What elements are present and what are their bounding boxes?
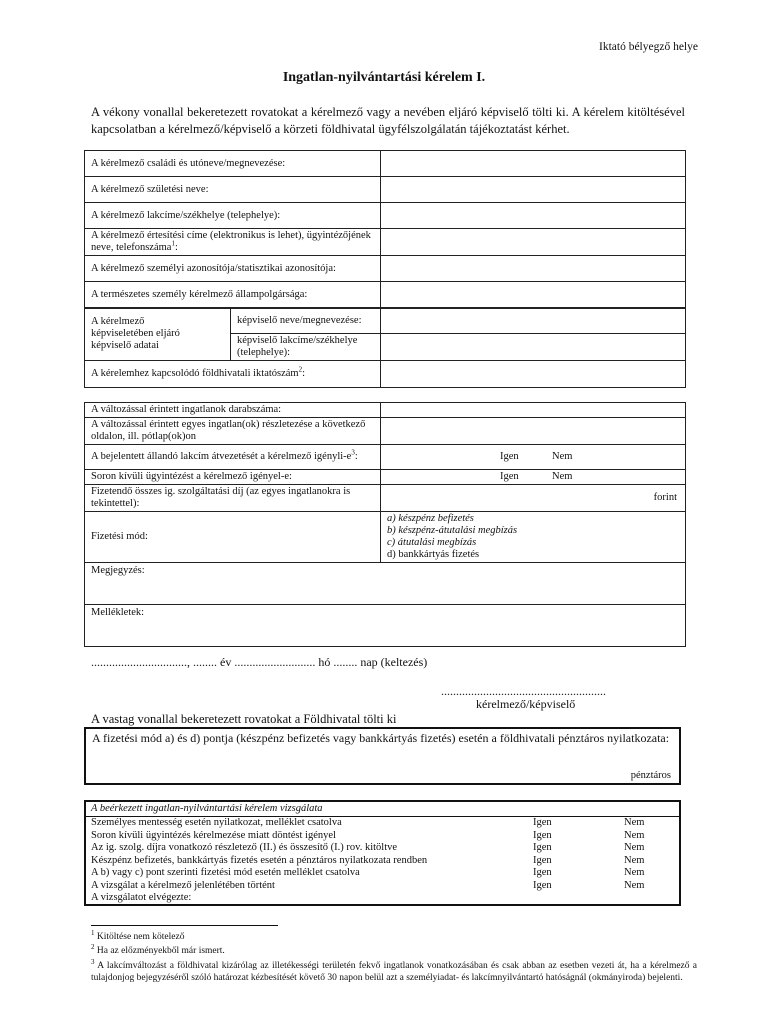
filing-number-field[interactable] <box>381 361 686 388</box>
address-field[interactable] <box>381 203 686 229</box>
no-option[interactable]: Nem <box>624 879 645 891</box>
property-table <box>84 402 686 647</box>
field-label: Mellékletek: <box>91 607 145 618</box>
rep-name-field[interactable] <box>381 308 686 334</box>
date-line[interactable]: ................................, ........ év ........................... hó ........ nap (keltezés) <box>91 655 428 669</box>
signature-label: kérelmező/képviselő <box>476 697 576 711</box>
field-label: A kérelmező családi és utóneve/megnevezése: <box>85 151 381 177</box>
id-number-field[interactable] <box>381 256 686 282</box>
yes-option[interactable]: Igen <box>533 879 552 891</box>
payment-options[interactable] <box>381 512 686 563</box>
field-label: Fizetendő összes ig. szolgáltatási díj (az egyes ingatlanokra is tekintettel): <box>85 485 381 512</box>
contact-field[interactable] <box>381 229 686 256</box>
property-count-field[interactable] <box>381 403 686 418</box>
yes-option[interactable]: Igen <box>533 829 552 841</box>
review-box <box>84 800 681 906</box>
no-option[interactable]: Nem <box>624 867 645 878</box>
residence-choice[interactable] <box>381 445 686 470</box>
payment-option[interactable]: a) készpénz befizetés <box>387 513 474 524</box>
field-label: A természetes személy kérelmező állampolgársága: <box>85 282 381 309</box>
office-note: A vastag vonallal bekeretezett rovatokat a Földhivatal tölti ki <box>91 712 397 726</box>
attachments-field[interactable] <box>85 605 686 647</box>
no-option[interactable]: Nem <box>624 829 645 841</box>
field-label: Fizetési mód: <box>85 512 381 563</box>
review-row: Készpénz befizetés, bankkártyás fizetés esetén a pénztáros nyilatkozata rendben Igen Nem <box>91 854 645 866</box>
review-title: A beérkezett ingatlan-nyilvántartási kérelem vizsgálata <box>86 802 679 817</box>
cashier-signature: pénztáros <box>630 770 671 781</box>
review-row: A vizsgálatot elvégezte: <box>91 892 192 903</box>
no-option[interactable]: Nem <box>624 854 645 866</box>
review-row: A vizsgálat a kérelmező jelenlétében történt Igen Nem <box>91 879 645 891</box>
field-label: A változással érintett egyes ingatlan(ok) részletezése a következő oldalon, ill. pótlap(ok)on <box>85 418 381 445</box>
cashier-box <box>84 727 681 785</box>
express-choice[interactable] <box>381 470 686 485</box>
signature-line[interactable]: ....................................................... <box>441 684 606 698</box>
applicant-name-field[interactable] <box>381 151 686 177</box>
yes-option[interactable]: Igen <box>500 471 519 482</box>
payment-option[interactable]: d) bankkártyás fizetés <box>387 549 480 560</box>
no-option[interactable]: Nem <box>552 471 573 482</box>
footnote-divider <box>91 925 278 926</box>
remarks-field[interactable] <box>85 563 686 605</box>
field-label: A bejelentett állandó lakcím átvezetését a kérelmező igényli-$e^3$: <box>85 445 381 470</box>
no-option[interactable]: Nem <box>624 817 645 828</box>
representative-table <box>84 307 686 388</box>
cashier-statement: A fizetési mód a) és d) pontja (készpénz befizetés vagy bankkártyás fizetés) esetén a földhivatali pénztáros nyilatkozata: <box>92 731 670 745</box>
review-row: Soron kívüli ügyintézés kérelmezése miatt döntést igényel Igen Nem <box>91 829 645 841</box>
stamp-placeholder: Iktató bélyegző helye <box>599 41 698 53</box>
details-field[interactable] <box>381 418 686 445</box>
yes-option[interactable]: Igen <box>533 854 552 866</box>
review-row: Személyes mentesség esetén nyilatkozat, melléklet csatolva Igen Nem <box>91 817 645 828</box>
field-label: Soron kívüli ügyintézést a kérelmező igényel-e: <box>85 470 381 485</box>
footnote: $^2$ Ha az előzményekből már ismert. <box>91 942 225 956</box>
yes-option[interactable]: Igen <box>533 817 552 828</box>
footnote: $^3$ A lakcímváltozást a földhivatal kizárólag az illetékességi területén fekvő ingatlanok vonatkozásában és csak abban az esetben vezeti át, ha a kérelmező a tulajdonjog bejegyzéséről szóló határozat kézbesítését követő 30 napon belül azt a személyiadat- és lakcímnyilvántartó hatóságnál (okmányiroda) bejelenti. <box>91 957 698 983</box>
applicant-table <box>84 150 686 309</box>
birth-name-field[interactable] <box>381 177 686 203</box>
yes-option[interactable]: Igen <box>533 842 552 853</box>
field-label: Megjegyzés: <box>91 565 145 576</box>
payment-option[interactable]: c) átutalási megbízás <box>387 537 477 548</box>
review-row: Az ig. szolg. díjra vonatkozó részletező (II.) és összesítő (I.) rov. kitöltve Igen Nem <box>91 842 645 853</box>
field-label: A kérelmező értesítési címe (elektronikus is lehet), ügyintézőjének neve, telefonszáma$^1$: <box>85 229 381 256</box>
rep-address-field[interactable] <box>381 334 686 361</box>
intro-text: A vékony vonallal bekeretezett rovatokat a kérelmező vagy a nevében eljáró képviselő tölti ki. A kérelem kitöltésével kapcsolatban a kérelmező/képviselő a körzeti földhivatal ügyfélszolgálatán tájékoztatást kérhet. <box>91 105 685 136</box>
payment-option[interactable]: b) készpénz-átutalási megbízás <box>387 525 518 536</box>
page-title: Ingatlan-nyilvántartási kérelem I. <box>282 70 486 85</box>
review-row: A b) vagy c) pont szerinti fizetési mód esetén melléklet csatolva Igen Nem <box>91 867 645 878</box>
yes-option[interactable]: Igen <box>533 867 552 878</box>
no-option[interactable]: Nem <box>624 842 645 853</box>
field-label: A kérelmező születési neve: <box>85 177 381 203</box>
citizenship-field[interactable] <box>381 282 686 309</box>
field-label: A változással érintett ingatlanok darabszáma: <box>85 403 381 418</box>
footnote: $^1$ Kitöltése nem kötelező <box>91 928 185 942</box>
field-label: A kérelemhez kapcsolódó földhivatali iktatószám$^2$: <box>85 361 381 388</box>
field-label: A kérelmező lakcíme/székhelye (telephelye): <box>85 203 381 229</box>
field-label: képviselő lakcíme/székhelye (telephelye): <box>231 334 381 361</box>
field-label: képviselő neve/megnevezése: <box>231 308 381 334</box>
fee-field[interactable]: forint <box>381 485 686 512</box>
field-label: A kérelmező személyi azonosítója/statisztikai azonosítója: <box>85 256 381 282</box>
yes-option[interactable]: Igen <box>500 451 519 462</box>
no-option[interactable]: Nem <box>552 451 573 462</box>
representative-group-label: A kérelmező képviseletében eljáró képviselő adatai <box>85 308 231 361</box>
